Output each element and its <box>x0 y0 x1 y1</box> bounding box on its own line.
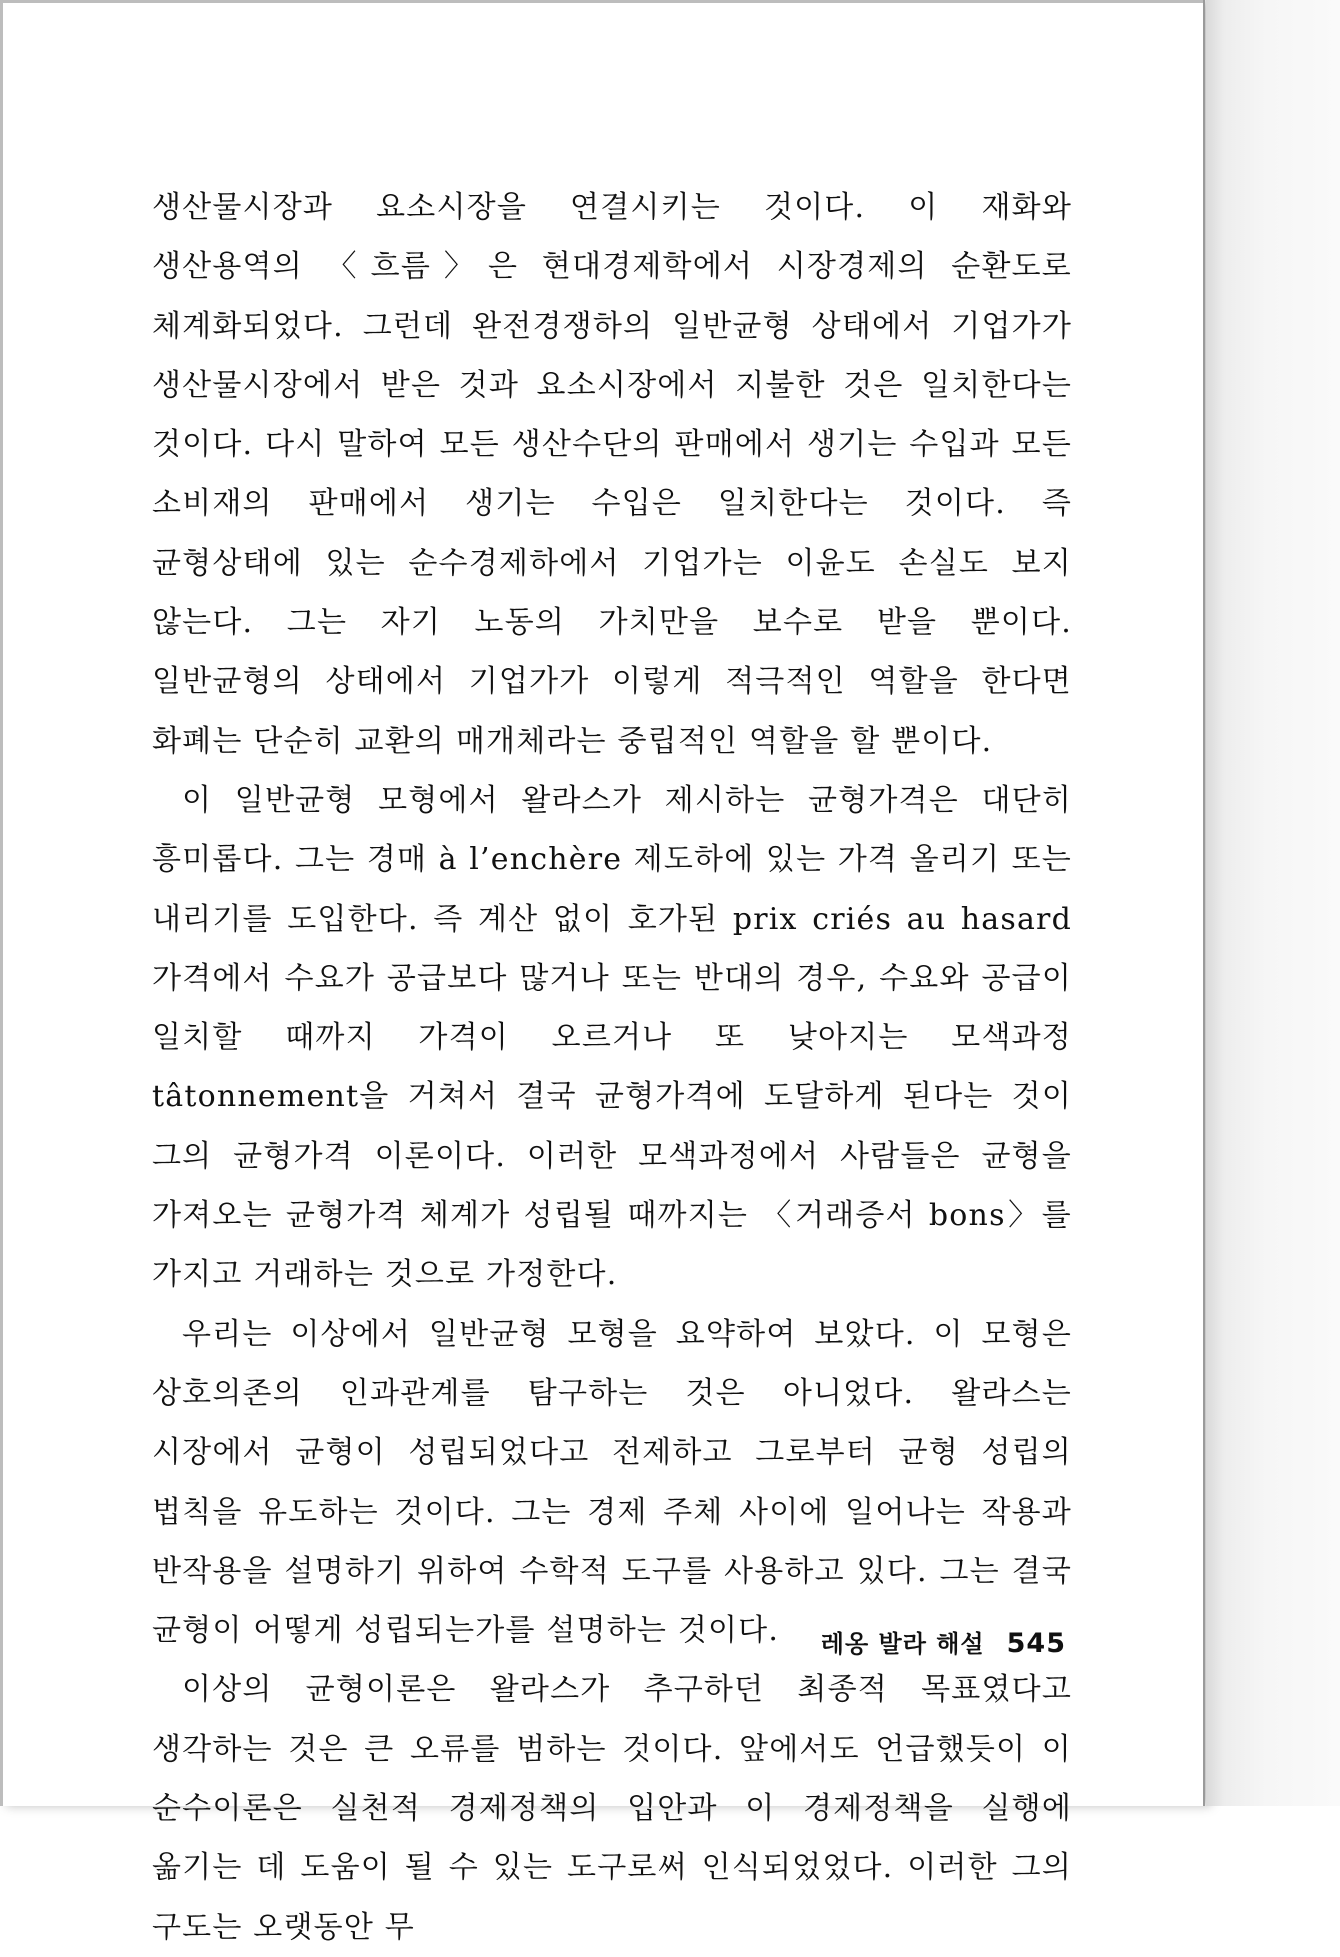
running-title: 레옹 발라 해설 <box>820 1630 985 1658</box>
page-frame-left <box>0 0 3 1806</box>
body-text <box>152 178 1072 1957</box>
paragraph: 우리는 이상에서 일반균형 모형을 요약하여 보았다. 이 모형은 상호의존의 인과관계를 탐구하는 것은 아니었다. 왈라스는 시장에서 균형이 성립되었다고 전제하고 그로부터 균형 성립의 법칙을 유도하는 것이다. 그는 경제 주체 사이에 일어나는 작용과 반작용을 설명하기 위하여 수학적 도구를 사용하고 있다. 그는 결국 균형이 어떻게 성립되는가를 설명하는 것이다. <box>152 1316 1072 1649</box>
page-footer <box>700 1624 1066 1664</box>
paragraph: 이상의 균형이론은 왈라스가 추구하던 최종적 목표였다고 생각하는 것은 큰 오류를 범하는 것이다. 앞에서도 언급했듯이 이 순수이론은 실천적 경제정책의 입안과 이 경제정책을 실행에 옮기는 데 도움이 될 수 있는 도구로써 인식되었었다. 이러한 그의 구도는 오랫동안 무 <box>152 1672 1072 1945</box>
viewer-background <box>1206 0 1340 1806</box>
page-number: 545 <box>1006 1628 1066 1659</box>
paragraph: 생산물시장과 요소시장을 연결시키는 것이다. 이 재화와 생산용역의 〈흐름〉은 현대경제학에서 시장경제의 순환도로 체계화되었다. 그런데 완전경쟁하의 일반균형 상태에서 기업가가 생산물시장에서 받은 것과 요소시장에서 지불한 것은 일치한다는 것이다. 다시 말하여 모든 생산수단의 판매에서 생기는 수입과 모든 소비재의 판매에서 생기는 수입은 일치한다는 것이다. 즉 균형상태에 있는 순수경제하에서 기업가는 이윤도 손실도 보지 않는다. 그는 자기 노동의 가치만을 보수로 받을 뿐이다. 일반균형의 상태에서 기업가가 이렇게 적극적인 역할을 한다면 화폐는 단순히 교환의 매개체라는 중립적인 역할을 할 뿐이다. <box>152 190 1072 759</box>
page-frame-top <box>0 0 1203 3</box>
paragraph: 이 일반균형 모형에서 왈라스가 제시하는 균형가격은 대단히 흥미롭다. 그는 경매 à l’enchère 제도하에 있는 가격 올리기 또는 내리기를 도입한다. 즉 계산 없이 호가된 prix criés au hasard 가격에서 수요가 공급보다 많거나 또는 반대의 경우, 수요와 공급이 일치할 때까지 가격이 오르거나 또 낮아지는 모색과정 tâtonnement을 거쳐서 결국 균형가격에 도달하게 된다는 것이 그의 균형가격 이론이다. 이러한 모색과정에서 사람들은 균형을 가져오는 균형가격 체계가 성립될 때까지는 〈거래증서 bons〉를 가지고 거래하는 것으로 가정한다. <box>152 782 1072 1293</box>
